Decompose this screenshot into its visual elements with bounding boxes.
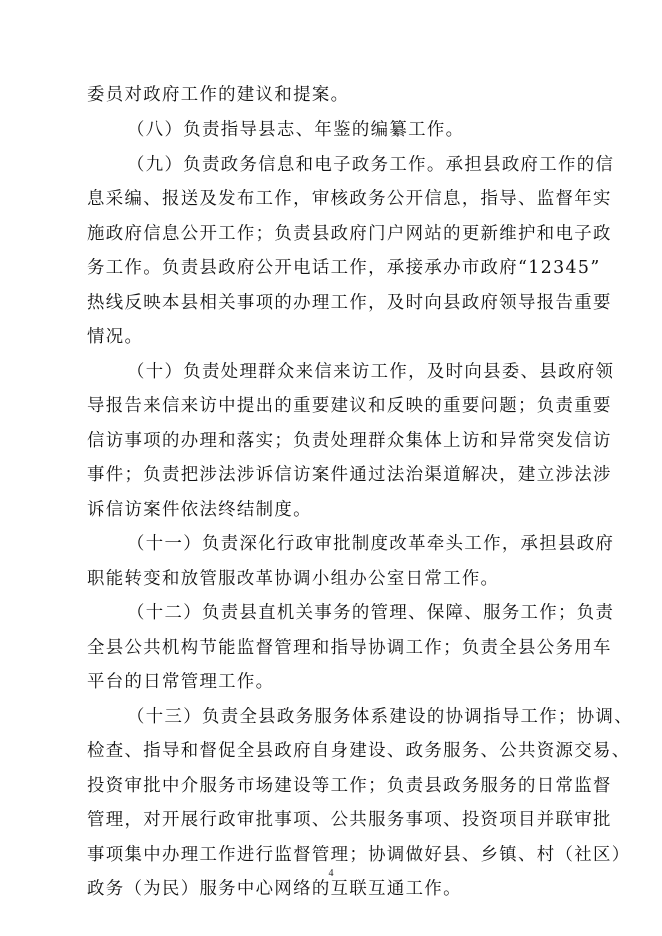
body-line-4: 息采编、报送及发布工作，审核政务公开信息，指导、监督年实 bbox=[87, 189, 612, 209]
body-line-15: 职能转变和放管服改革协调小组办公室日常工作。 bbox=[87, 569, 500, 589]
body-line-6: 务工作。负责县政府公开电话工作，承接承办市政府“12345” bbox=[87, 258, 601, 278]
body-line-16: （十二）负责县直机关事务的管理、保障、服务工作；负责 bbox=[127, 603, 615, 623]
body-line-2: （八）负责指导县志、年鉴的编纂工作。 bbox=[127, 120, 465, 140]
body-line-22: 管理，对开展行政审批事项、公共服务事项、投资项目并联审批 bbox=[87, 810, 612, 830]
page-number: 4 bbox=[328, 868, 334, 879]
body-line-18: 平台的日常管理工作。 bbox=[87, 672, 275, 692]
body-line-23: 事项集中办理工作进行监督管理；协调做好县、乡镇、村（社区） bbox=[87, 845, 631, 865]
body-line-9: （十）负责处理群众来信来访工作，及时向县委、县政府领 bbox=[127, 362, 615, 382]
body-line-13: 诉信访案件依法终结制度。 bbox=[87, 500, 312, 520]
body-line-17: 全县公共机构节能监督管理和指导协调工作；负责全县公务用车 bbox=[87, 638, 612, 658]
body-line-3: （九）负责政务信息和电子政务工作。承担县政府工作的信 bbox=[127, 155, 615, 175]
body-line-20: 检查、指导和督促全县政府自身建设、政务服务、公共资源交易、 bbox=[87, 741, 631, 761]
body-line-12: 事件；负责把涉法涉诉信访案件通过法治渠道解决，建立涉法涉 bbox=[87, 465, 612, 485]
body-line-19: （十三）负责全县政务服务体系建设的协调指导工作；协调、 bbox=[127, 707, 633, 727]
body-line-11: 信访事项的办理和落实；负责处理群众集体上访和异常突发信访 bbox=[87, 431, 612, 451]
body-line-10: 导报告来信来访中提出的重要建议和反映的重要问题；负责重要 bbox=[87, 396, 612, 416]
body-line-5: 施政府信息公开工作；负责县政府门户网站的更新维护和电子政 bbox=[87, 224, 612, 244]
body-line-1: 委员对政府工作的建议和提案。 bbox=[87, 85, 350, 105]
body-line-24: 政务（为民）服务中心网络的互联互通工作。 bbox=[87, 879, 462, 899]
body-line-21: 投资审批中介服务市场建设等工作；负责县政务服务的日常监督 bbox=[87, 776, 612, 796]
body-line-14: （十一）负责深化行政审批制度改革牵头工作，承担县政府 bbox=[127, 534, 615, 554]
body-line-7: 热线反映本县相关事项的办理工作，及时向县政府领导报告重要 bbox=[87, 293, 612, 313]
body-line-8: 情况。 bbox=[87, 327, 144, 347]
